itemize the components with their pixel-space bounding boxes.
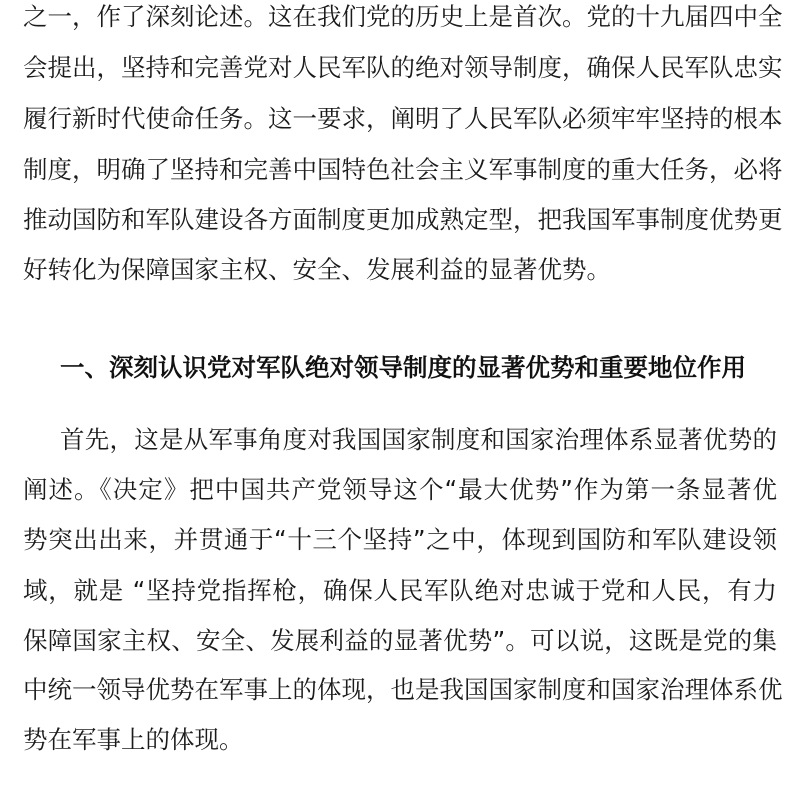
paragraph-line: 好转化为保障国家主权、安全、发展利益的显著优势。 [23,255,611,284]
paragraph-line: 域，就是 “坚持党指挥枪，确保人民军队绝对忠诚于党和人民，有力 [23,576,777,605]
paragraph-line: 推动国防和军队建设各方面制度更加成熟定型，把我国军事制度优势更 [23,205,783,234]
paragraph-line: 势在军事上的体现。 [23,725,244,754]
paragraph-line: 势突出出来，并贯通于“十三个坚持”之中，体现到国防和军队建设领 [23,525,777,554]
section-heading: 一、深刻认识党对军队绝对领导制度的显著优势和重要地位作用 [60,353,746,382]
paragraph-line: 首先，这是从军事角度对我国国家制度和国家治理体系显著优势的 [60,425,777,454]
paragraph-line: 履行新时代使命任务。这一要求，阐明了人民军队必须牢牢坚持的根本 [23,104,783,133]
paragraph-line: 保障国家主权、安全、发展利益的显著优势”。可以说，这既是党的集 [23,626,777,655]
paragraph-line: 会提出，坚持和完善党对人民军队的绝对领导制度，确保人民军队忠实 [23,53,783,82]
paragraph-line: 之一，作了深刻论述。这在我们党的历史上是首次。党的十九届四中全 [23,2,783,31]
paragraph-line: 中统一领导优势在军事上的体现，也是我国国家制度和国家治理体系优 [23,675,783,704]
paragraph-line: 制度，明确了坚持和完善中国特色社会主义军事制度的重大任务，必将 [23,155,783,184]
paragraph-line: 阐述。《决定》把中国共产党领导这个“最大优势”作为第一条显著优 [23,475,777,504]
